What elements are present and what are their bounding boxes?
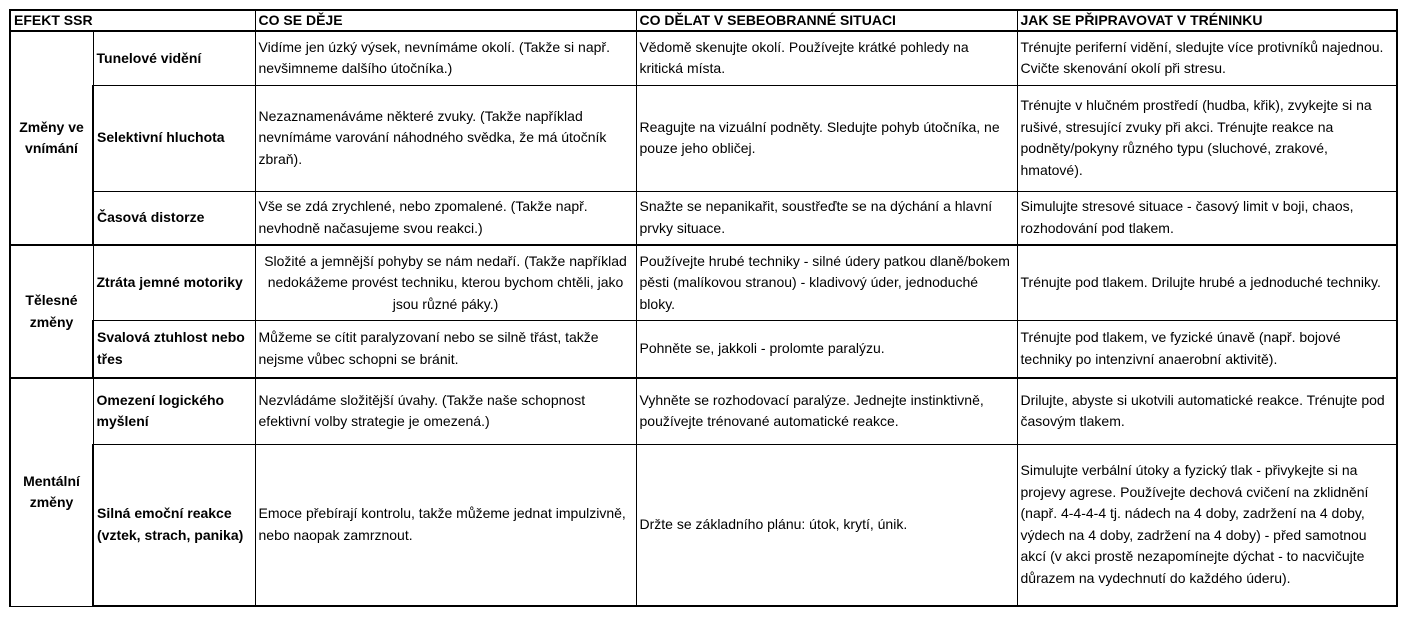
what-to-do-cell: Reagujte na vizuální podněty. Sledujte pohyb útočníka, ne pouze jeho obličej. [636,85,1017,191]
what-to-do-cell: Používejte hrubé techniky - silné údery patkou dlaně/bokem pěsti (malíkovou stranou) - kladivový úder, jednoduché bloky. [636,245,1017,320]
training-cell: Simulujte verbální útoky a fyzický tlak - přivykejte si na projevy agrese. Používejte dechová cvičení na zklidnění (např. 4-4-4-4 tj. nádech na 4 doby, zadržení na 4 doby, výdech na 4 doby, zadržení na 4 doby) - před samotnou akcí (v akci prostě nezapomínejte dýchat - to nacvičujte důrazem na vydechnutí do každého úderu). [1017,444,1397,606]
effect-name: Časová distorze [93,191,255,245]
training-cell: Trénujte pod tlakem. Drilujte hrubé a jednoduché techniky. [1017,245,1397,320]
header-what-to-do: CO DĚLAT V SEBEOBRANNÉ SITUACI [636,10,1017,31]
what-happens-cell: Nezvládáme složitější úvahy. (Takže naše schopnost efektivní volby strategie je omezená.) [255,378,636,444]
table-row [10,320,1397,378]
table-row [10,245,1397,320]
training-cell: Trénujte pod tlakem, ve fyzické únavě (např. bojové techniky po intenzivní anaerobní aktivitě). [1017,320,1397,378]
group-label-body: Tělesné změny [10,245,93,378]
what-happens-cell: Složité a jemnější pohyby se nám nedaří. (Takže například nedokážeme provést techniku, kterou bychom chtěli, jako jsou různé páky.) [255,245,636,320]
table-row [10,85,1397,191]
group-label-perception: Změny ve vnímání [10,31,93,245]
what-happens-cell: Můžeme se cítit paralyzovaní nebo se silně třást, takže nejsme vůbec schopni se bránit. [255,320,636,378]
table-row [10,191,1397,245]
effect-name: Selektivní hluchota [93,85,255,191]
what-to-do-cell: Pohněte se, jakkoli - prolomte paralýzu. [636,320,1017,378]
what-to-do-cell: Držte se základního plánu: útok, krytí, únik. [636,444,1017,606]
table-row [10,31,1397,85]
what-happens-cell: Vše se zdá zrychlené, nebo zpomalené. (Takže např. nevhodně načasujeme svou reakci.) [255,191,636,245]
what-happens-cell: Nezaznamenáváme některé zvuky. (Takže například nevnímáme varování náhodného svědka, že má útočník zbraň). [255,85,636,191]
effect-name: Svalová ztuhlost nebo třes [93,320,255,378]
training-cell: Trénujte v hlučném prostředí (hudba, křik), zvykejte si na rušivé, stresující zvuky při akci. Trénujte reakce na podněty/pokyny různého typu (sluchové, zrakové, hmatové). [1017,85,1397,191]
ssr-effects-table [9,9,1398,607]
what-to-do-cell: Snažte se nepanikařit, soustřeďte se na dýchání a hlavní prvky situace. [636,191,1017,245]
effect-name: Ztráta jemné motoriky [93,245,255,320]
training-cell: Drilujte, abyste si ukotvili automatické reakce. Trénujte pod časovým tlakem. [1017,378,1397,444]
effect-name: Silná emoční reakce (vztek, strach, panika) [93,444,255,606]
header-what-happens: CO SE DĚJE [255,10,636,31]
header-training: JAK SE PŘIPRAVOVAT V TRÉNINKU [1017,10,1397,31]
training-cell: Trénujte periferní vidění, sledujte více protivníků najednou. Cvičte skenování okolí při stresu. [1017,31,1397,85]
header-row [10,10,1397,31]
table-row [10,444,1397,606]
what-happens-cell: Vidíme jen úzký výsek, nevnímáme okolí. (Takže si např. nevšimneme dalšího útočníka.) [255,31,636,85]
header-effect: EFEKT SSR [10,10,255,31]
table-row [10,378,1397,444]
effect-name: Omezení logického myšlení [93,378,255,444]
training-cell: Simulujte stresové situace - časový limit v boji, chaos, rozhodování pod tlakem. [1017,191,1397,245]
what-to-do-cell: Vědomě skenujte okolí. Používejte krátké pohledy na kritická místa. [636,31,1017,85]
group-label-mental: Mentální změny [10,378,93,606]
what-happens-cell: Emoce přebírají kontrolu, takže můžeme jednat impulzivně, nebo naopak zamrznout. [255,444,636,606]
effect-name: Tunelové vidění [93,31,255,85]
what-to-do-cell: Vyhněte se rozhodovací paralýze. Jednejte instinktivně, používejte trénované automatické reakce. [636,378,1017,444]
